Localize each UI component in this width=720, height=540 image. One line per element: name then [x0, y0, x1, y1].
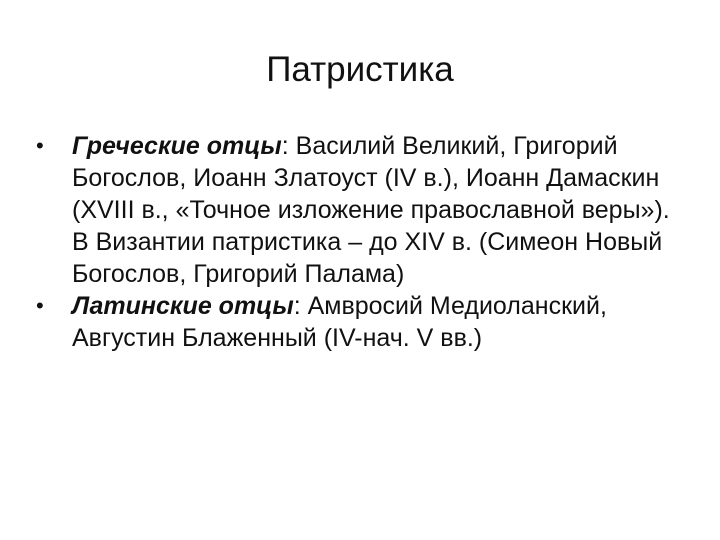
bullet-item-latin-fathers [36, 290, 676, 354]
bullet-lead-greek-fathers: Греческие отцы [72, 132, 282, 160]
bullet-item-greek-fathers [36, 130, 676, 290]
slide-title: Патристика [266, 50, 454, 89]
bullet-lead-latin-fathers: Латинские отцы [72, 292, 294, 320]
bullet-list [36, 130, 676, 354]
bullet-marker: • [36, 293, 44, 318]
bullet-text-greek-fathers: : Василий Великий, Григорий Богослов, Иоанн Златоуст (IV в.), Иоанн Дамаскин (XVIII в., «Точное изложение православной веры»). В Византии патристика – до XIV в. (Симеон Новый Богослов, Григорий Палама) [72, 132, 670, 288]
bullet-text-latin-fathers: : Амвросий Медиоланский, Августин Блаженный (IV-нач. V вв.) [72, 292, 607, 352]
bullet-marker: • [36, 133, 44, 158]
